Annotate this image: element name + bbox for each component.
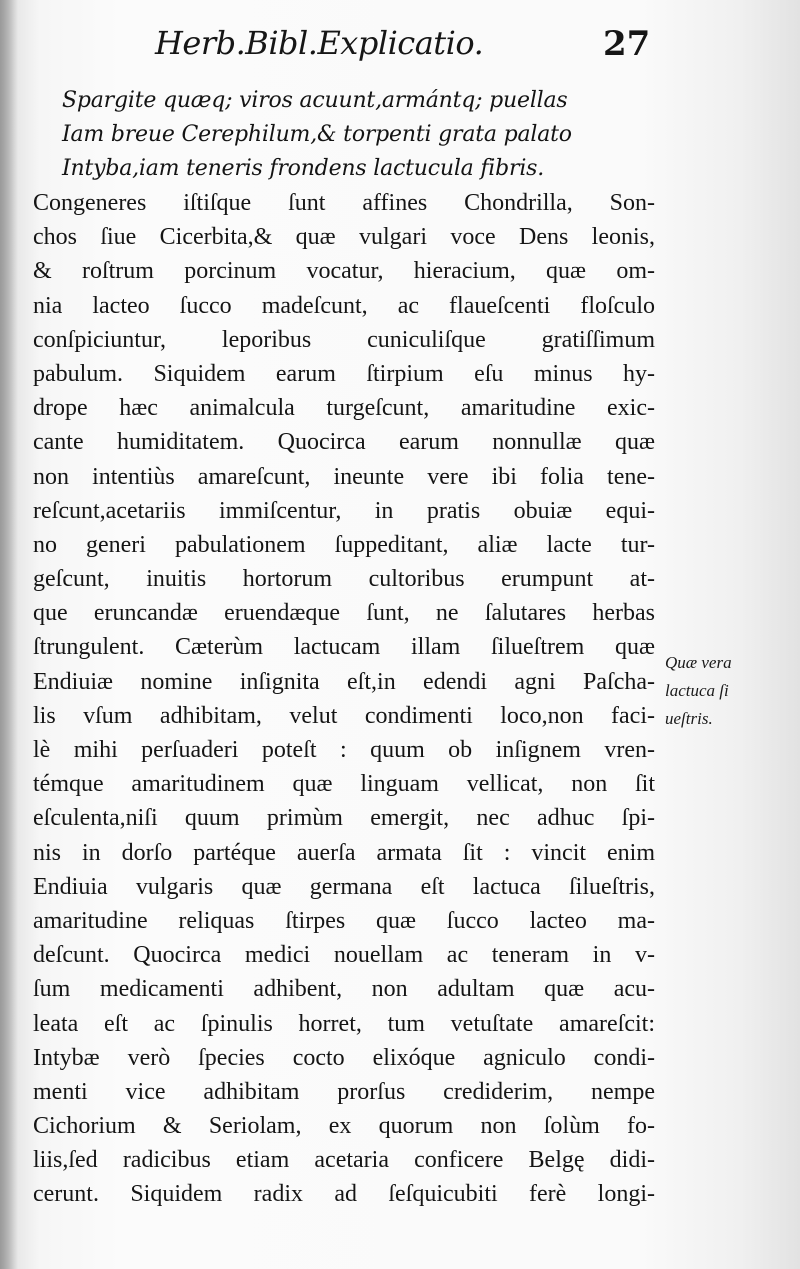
text-line: & roſtrum porcinum vocatur, hieracium, quæ om- <box>33 258 655 285</box>
text-line: cerunt. Siquidem radix ad ſeſquicubiti ferè longi- <box>33 1181 655 1208</box>
text-line: reſcunt,acetariis immiſcentur, in pratis obuiæ equi- <box>33 497 655 524</box>
text-line: liis,ſed radicibus etiam acetaria conficere Belgę didi- <box>33 1147 655 1174</box>
text-line: nia lacteo ſucco madeſcunt, ac flaueſcenti floſculo <box>33 292 655 319</box>
text-line: deſcunt. Quocirca medici nouellam ac teneram in v- <box>33 942 655 969</box>
marginal-note-line: Quæ vera <box>665 653 732 672</box>
text-line: no generi pabulationem ſuppeditant, aliæ lacte tur- <box>33 531 655 558</box>
text-line: Intybæ verò ſpecies cocto elixóque agniculo condi- <box>33 1044 655 1071</box>
text-line: Endiuia vulgaris quæ germana eſt lactuca ſilueſtris, <box>33 873 655 900</box>
page-number: 27 <box>603 24 651 64</box>
text-line: que eruncandæ eruendæque ſunt, ne ſalutares herbas <box>33 600 655 627</box>
text-line: pabulum. Siquidem earum ſtirpium eſu minus hy- <box>33 360 655 387</box>
page-gutter-shadow <box>0 0 18 1269</box>
page-header <box>0 22 800 72</box>
marginal-note-line: lactuca ſi <box>665 681 729 700</box>
text-line: lè mihi perſuaderi poteſt : quum ob inſignem vren- <box>33 737 655 763</box>
running-head: Herb.Bibl.Explicatio. <box>155 24 484 62</box>
text-line: nis in dorſo partéque auerſa armata ſit : vincit enim <box>33 839 655 866</box>
verse-line: Intyba,iam teneris frondens lactucula fibris. <box>62 156 545 181</box>
text-line: drope hæc animalcula turgeſcunt, amaritudine exic- <box>33 395 655 422</box>
verse-quotation <box>62 84 662 186</box>
text-line: amaritudine reliquas ſtirpes quæ ſucco lacteo ma- <box>33 907 655 934</box>
text-line: conſpiciuntur, leporibus cuniculiſque gratiſſimum <box>33 326 655 353</box>
text-line: leata eſt ac ſpinulis horret, tum vetuſtate amareſcit: <box>33 1010 655 1037</box>
text-line: geſcunt, inuitis hortorum cultoribus erumpunt at- <box>33 566 655 593</box>
verse-line: Iam breue Cerephilum,& torpenti grata palato <box>62 122 572 147</box>
body-text <box>33 186 655 1212</box>
text-line: chos ſiue Cicerbita,& quæ vulgari voce Dens leonis, <box>33 224 655 251</box>
text-line: ſum medicamenti adhibent, non adultam quæ acu- <box>33 976 655 1003</box>
text-line: cante humiditatem. Quocirca earum nonnullæ quæ <box>33 429 655 456</box>
text-line: Cichorium & Seriolam, ex quorum non ſolùm fo- <box>33 1113 655 1140</box>
marginal-note-line: ueſtris. <box>665 709 713 728</box>
text-line: ſtrungulent. Cæterùm lactucam illam ſilueſtrem quæ <box>33 634 655 661</box>
text-line: témque amaritudinem quæ linguam vellicat, non ſit <box>33 771 655 798</box>
text-line: Endiuiæ nomine inſignita eſt,in edendi agni Paſcha- <box>33 668 655 695</box>
text-line: Congeneres iſtiſque ſunt affines Chondrilla, Son- <box>33 190 655 216</box>
text-line: lis vſum adhibitam, velut condimenti loco,non faci- <box>33 702 655 729</box>
verse-line: Spargite quæq; viros acuunt,armántq; puellas <box>62 88 568 113</box>
text-line: non intentiùs amareſcunt, ineunte vere ibi folia tene- <box>33 463 655 490</box>
text-line: menti vice adhibitam prorſus crediderim, nempe <box>33 1078 655 1105</box>
text-line: eſculenta,niſi quum primùm emergit, nec adhuc ſpi- <box>33 805 655 832</box>
marginal-note <box>665 649 785 733</box>
